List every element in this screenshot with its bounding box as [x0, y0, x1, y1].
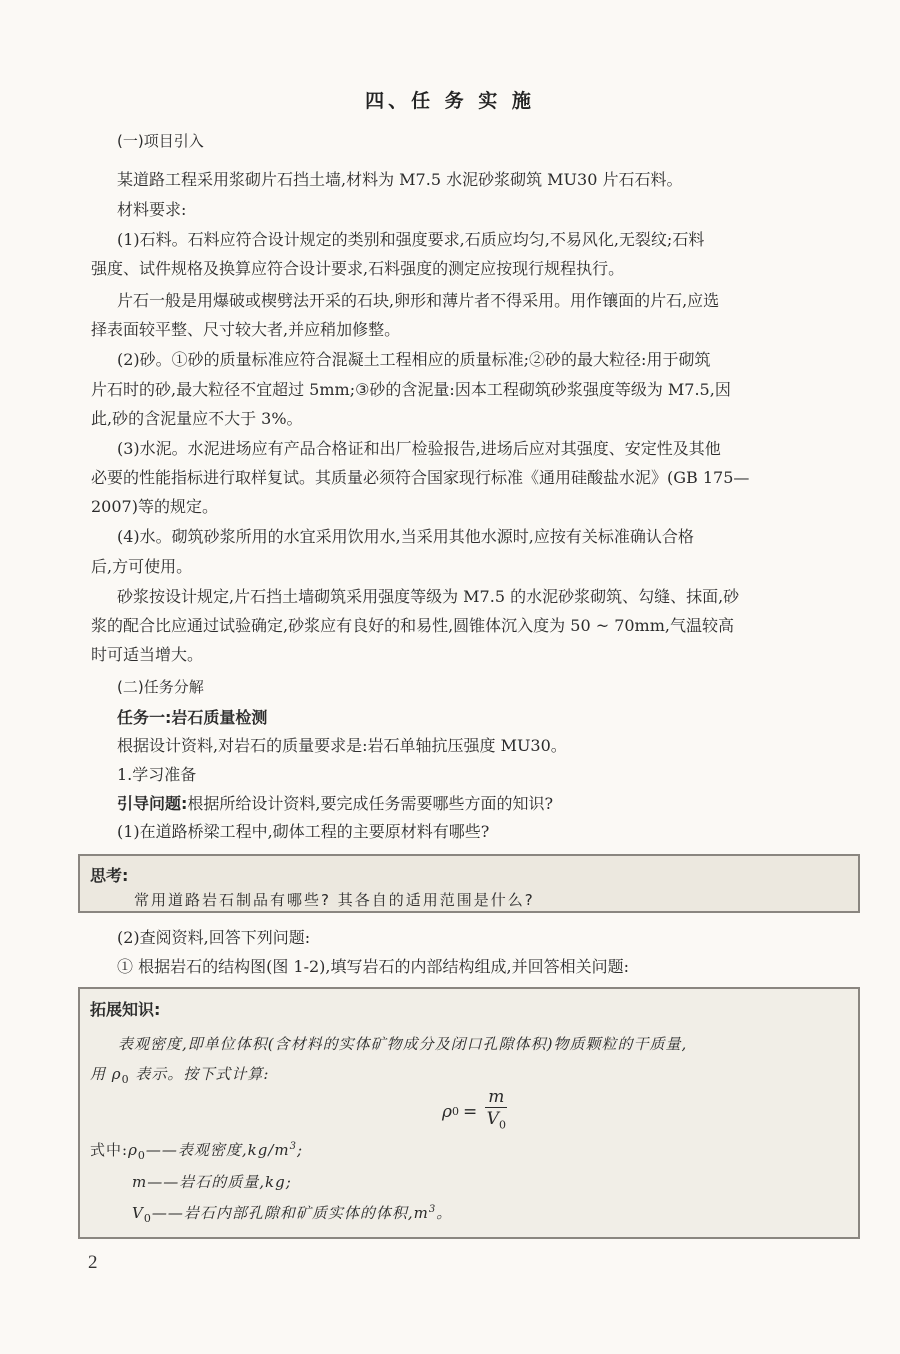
extended-knowledge-line1: 表观密度,即单位体积(含材料的实体矿物成分及闭口孔隙体积)物质颗粒的干质量,: [118, 1035, 688, 1053]
question-2-1: ① 根据岩石的结构图(图 1-2),填写岩石的内部结构组成,并回答相关问题:: [117, 957, 629, 976]
paragraph-cement-line1: (3)水泥。水泥进场应有产品合格证和出厂检验报告,进场后应对其强度、安定性及其他: [117, 439, 721, 458]
page-number: 2: [88, 1252, 98, 1273]
subsection-title-intro: (一)项目引入: [117, 132, 204, 150]
extended-knowledge-box: [78, 987, 860, 1239]
paragraph-mortar-line2: 浆的配合比应通过试验确定,砂浆应有良好的和易性,圆锥体沉入度为 50 ~ 70mm,气温较高: [91, 616, 734, 635]
extended-knowledge-line2: 用 $\rho_0$ 表示。按下式计算:: [90, 1065, 270, 1086]
paragraph-cement-line3: 2007)等的规定。: [91, 497, 218, 516]
paragraph-rubble-line2: 择表面较平整、尺寸较大者,并应稍加修整。: [91, 320, 401, 339]
formula-fraction: $\frac{m}{V_0}$: [486, 1087, 506, 1132]
formula-def-v0: $V_0——$岩石内部孔隙和矿质实体的体积$,m^3$。: [132, 1204, 453, 1225]
paragraph-sand-line2: 片石时的砂,最大粒径不宜超过 5mm;③砂的含泥量:因本工程砌筑砂浆强度等级为 M7.5,因: [91, 380, 731, 399]
paragraph-stone-line2: 强度、试件规格及换算应符合设计要求,石料强度的测定应按现行规程执行。: [91, 259, 625, 278]
paragraph-water-line1: (4)水。砌筑砂浆所用的水宜采用饮用水,当采用其他水源时,应按有关标准确认合格: [117, 527, 694, 546]
think-box-text: 常用道路岩石制品有哪些? 其各自的适用范围是什么?: [134, 891, 535, 909]
question-2: (2)查阅资料,回答下列问题:: [117, 928, 311, 947]
task-description: 根据设计资料,对岩石的质量要求是:岩石单轴抗压强度 MU30。: [117, 736, 567, 755]
formula-def-rho: 式中$:\rho_0——$表观密度$,kg/m^3$;: [90, 1141, 304, 1162]
paragraph-sand-line1: (2)砂。①砂的质量标准应符合混凝土工程相应的质量标准;②砂的最大粒径:用于砌筑: [117, 350, 711, 369]
paragraph-intro: 某道路工程采用浆砌片石挡土墙,材料为 M7.5 水泥砂浆砌筑 MU30 片石石料。: [117, 170, 683, 189]
guide-question-label: 引导问题:: [117, 794, 188, 813]
paragraph-cement-line2: 必要的性能指标进行取样复试。其质量必须符合国家现行标准《通用硅酸盐水泥》(GB 175—: [91, 468, 750, 487]
paragraph-mortar-line1: 砂浆按设计规定,片石挡土墙砌筑采用强度等级为 M7.5 的水泥砂浆砌筑、勾缝、抹面,砂: [117, 587, 740, 606]
guide-question: [117, 794, 867, 814]
rho-symbol: $\rho_0$: [111, 1065, 130, 1086]
think-box: [78, 854, 860, 913]
learning-prep: 1.学习准备: [117, 765, 197, 784]
think-box-title: 思考:: [90, 866, 129, 885]
formula-def-m: m——岩石的质量,kg;: [132, 1173, 292, 1191]
extended-knowledge-title: 拓展知识:: [90, 1000, 161, 1019]
paragraph-rubble-line1: 片石一般是用爆破或楔劈法开采的石块,卵形和薄片者不得采用。用作镶面的片石,应选: [117, 291, 720, 310]
paragraph-sand-line3: 此,砂的含泥量应不大于 3%。: [91, 409, 303, 428]
guide-question-text: 根据所给设计资料,要完成任务需要哪些方面的知识?: [187, 794, 554, 813]
requirements-label: 材料要求:: [117, 200, 187, 219]
task-title: 任务一:岩石质量检测: [117, 708, 268, 727]
paragraph-water-line2: 后,方可使用。: [91, 557, 193, 576]
question-1: (1)在道路桥梁工程中,砌体工程的主要原材料有哪些?: [117, 822, 490, 841]
subsection-title-breakdown: (二)任务分解: [117, 678, 204, 696]
section-heading: 四、任 务 实 施: [365, 90, 535, 112]
paragraph-mortar-line3: 时可适当增大。: [91, 645, 204, 664]
density-formula: ρ 0 = $\frac{m}{V_0}$: [442, 1087, 507, 1136]
paragraph-stone-line1: (1)石料。石料应符合设计规定的类别和强度要求,石质应均匀,不易风化,无裂纹;石料: [117, 230, 705, 249]
